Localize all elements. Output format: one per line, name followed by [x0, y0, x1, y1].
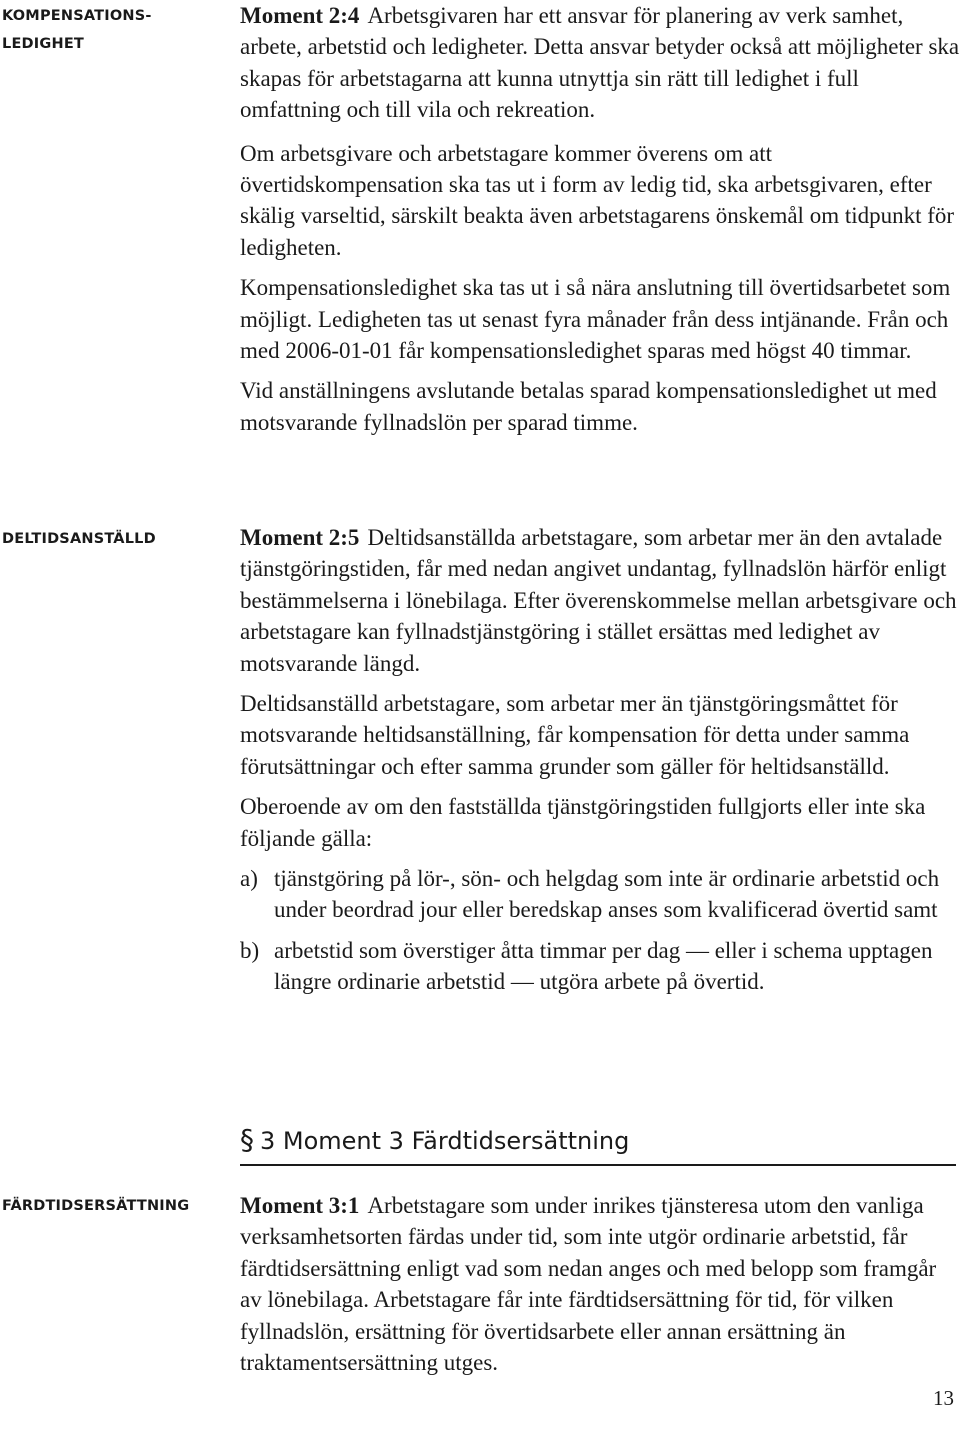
moment-3-1-lead-paragraph [240, 1190, 960, 1378]
list-item-text: tjänstgöring på lör-, sön- och helgdag som inte är ordinarie arbetstid och under beordrad jour eller beredskap anses som kvalificerad övertid samt [274, 866, 940, 923]
list-marker: b) [240, 937, 260, 963]
paragraph: Vid anställningens avslutande betalas sparad kompensationsledighet ut med motsvarande fyllnadslön per sparad timme. [240, 378, 937, 435]
moment-2-5-lead-text: Deltidsanställda arbetstagare, som arbetar mer än den avtalade tjänstgöringstiden, får med nedan angivet undantag, fyllnadslön härför enligt bestämmelserna i lönebilaga. Efter överenskommelse mellan arbetsgivare och arbetstagare kan fyllnadstjänstgöring i stället ersättas med ledighet av motsvarande längd. [240, 525, 957, 676]
margin-label-deltidsanstalld: DELTIDSANSTÄLLD [2, 531, 156, 547]
moment-3-1-lead-text: Arbetstagare som under inrikes tjänsteresa utom den vanliga verksamhetsorten färdas under tid, som inte utgör ordinarie arbetstid, får färdtidsersättning enligt vad som nedan anges och med belopp som framgår av lönebilaga. Arbetstagare får inte färdtidsersättning för tid, för vilken fyllnadslön, ersättning för övertidsarbete eller annan ersättning än traktamentsersättning utges. [240, 1193, 937, 1376]
moment-2-4-label: Moment 2:4 [240, 3, 360, 28]
list-marker: a) [240, 866, 258, 892]
paragraph: Kompensationsledighet ska tas ut i så nära anslutning till övertidsarbetet som möjligt. Ledigheten tas ut senast fyra månader från dess intjänande. Från och med 2006-01-01 får kompensationsledighet sparas med högst 40 timmar. [240, 275, 951, 364]
list-item-text: arbetstid som överstiger åtta timmar per dag — eller i schema upptagen längre ordinarie arbetstid — utgöra arbete på övertid. [274, 937, 933, 995]
paragraph: Oberoende av om den fastställda tjänstgöringstiden fullgjorts eller inte ska följande gälla: [240, 794, 926, 851]
moment-2-5-lead-paragraph [240, 522, 960, 679]
margin-label-fardtidsersattning: FÄRDTIDSERSÄTTNING [2, 1198, 190, 1214]
section-heading [240, 1122, 956, 1166]
moment-2-4-section [240, 0, 960, 438]
moment-2-5-label: Moment 2:5 [240, 525, 360, 550]
moment-3-1-section [240, 1190, 960, 1378]
margin-label-line: KOMPENSATIONS- [2, 8, 152, 24]
section-symbol: § [240, 1123, 254, 1156]
page-number: 13 [933, 1386, 954, 1410]
moment-2-4-lead-text: Arbetsgivaren har ett ansvar för planering av verk samhet, arbete, arbetstid och ledigheter. Detta ansvar betyder också att möjligheter ska skapas för arbetstagarna att kunna utnyttja sin rätt till ledighet i full omfattning och till vila och rekreation. [240, 3, 960, 123]
margin-label-line: LEDIGHET [2, 36, 85, 52]
section-title: 3 Moment 3 Färdtidsersättning [260, 1127, 630, 1155]
paragraph: Om arbetsgivare och arbetstagare kommer överens om att övertidskompensation ska tas ut i form av ledig tid, ska arbetsgivaren, efter skälig varseltid, särskilt beakta även arbetstagarens önskemål om tidpunkt för ledigheten. [240, 140, 955, 260]
margin-label-kompensationsledighet [2, 2, 202, 58]
moment-2-4-lead-paragraph [240, 0, 960, 126]
moment-2-5-section [240, 522, 960, 998]
moment-3-1-label: Moment 3:1 [240, 1193, 360, 1218]
list-item [240, 935, 960, 998]
paragraph: Deltidsanställd arbetstagare, som arbetar mer än tjänstgöringsmåttet för motsvarande heltidsanställning, får kompensation för detta under samma förutsättningar och efter samma grunder som gäller för heltidsanställd. [240, 691, 910, 779]
list-item [240, 863, 960, 926]
